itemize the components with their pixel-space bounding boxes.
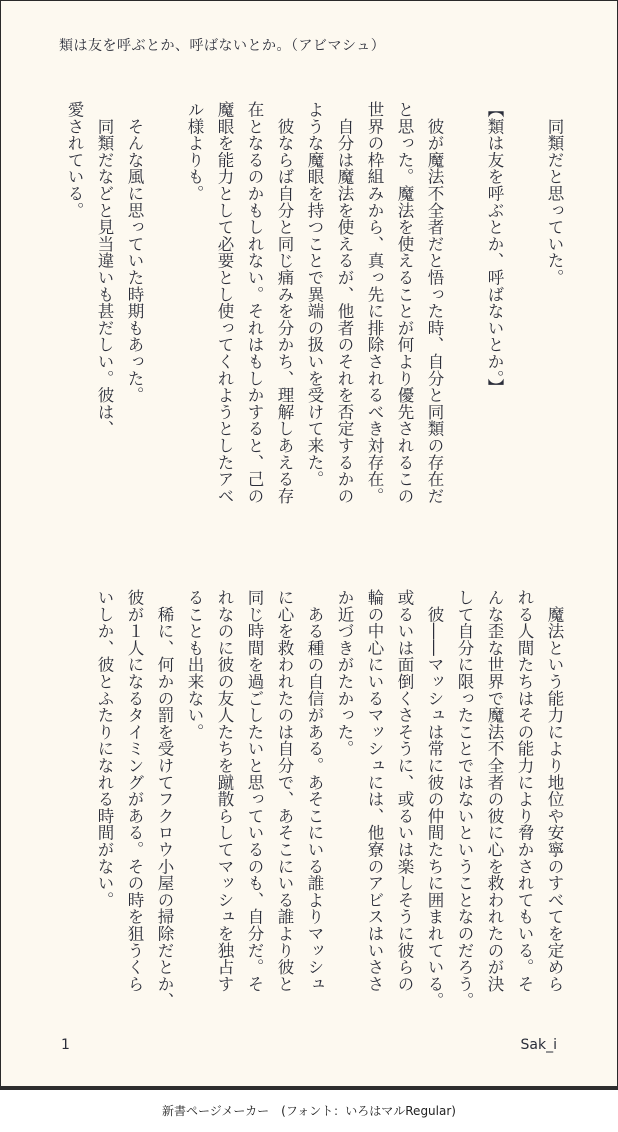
page-number: 1 [61,1037,70,1053]
text-block-top: 同類だと思っていた。 【類は友を呼ぶとか、呼ばないとか。】 彼が魔法不全者だと悟った時、自分と同類の存在だ と思った。魔法を使えることが何より優先されるこの 世界の枠組みから、真っ先に排除されるべき対存在。 自分は魔法を使えるが、他者のそれを否定するかの ような魔眼を持つことで異端の扱いを受けて来た。 彼ならば自分と同じ痛みを分かち、理解しあえる存 在となるのかもしれない。それはもしかすると、己の 魔眼を能力として必要とし使ってくれようとしたアベ ル様よりも。 そんな風に思っていた時期もあった。 同類だなどと見当違いも甚だしい。彼は、 愛されている。 [65,101,564,505]
generator-credit: 新書ページメーカー (フォント：いろはマルRegular) [162,1104,456,1118]
author-name: Sak_i [520,1037,557,1053]
page-shadow [0,1086,618,1090]
text-block-bottom: 魔法という能力により地位や安寧のすべてを定めら れる人間たちはその能力により脅かされてもいる。そ んな歪な世界で魔法不全者の彼に心を救われたのが決 して自分に限ったことではないということなのだろう。 彼――マッシュは常に彼の仲間たちに囲まれている。 或るいは面倒くさそうに、或るいは楽しそうに彼らの 輪の中心にいるマッシュには、他寮のアビスはいささ か近づきがたかった。 ある種の自信がある。あそこにいる誰よりマッシュ に心を救われたのは自分で、あそこにいる誰より彼と 同じ時間を過ごしたいと思っているのも、自分だ。そ れなのに彼の友人たちを蹴散らしてマッシュを独占す ることも出来ない。 稀に、何かの罰を受けてフクロウ小屋の掃除だとか、 彼が１人になるタイミングがある。その時を狙うくら いしか、彼とふたりになれる時間がない。 [95,589,564,1009]
running-title: 類は友を呼ぶとか、呼ばないとか。（アビマシュ） [59,38,386,54]
